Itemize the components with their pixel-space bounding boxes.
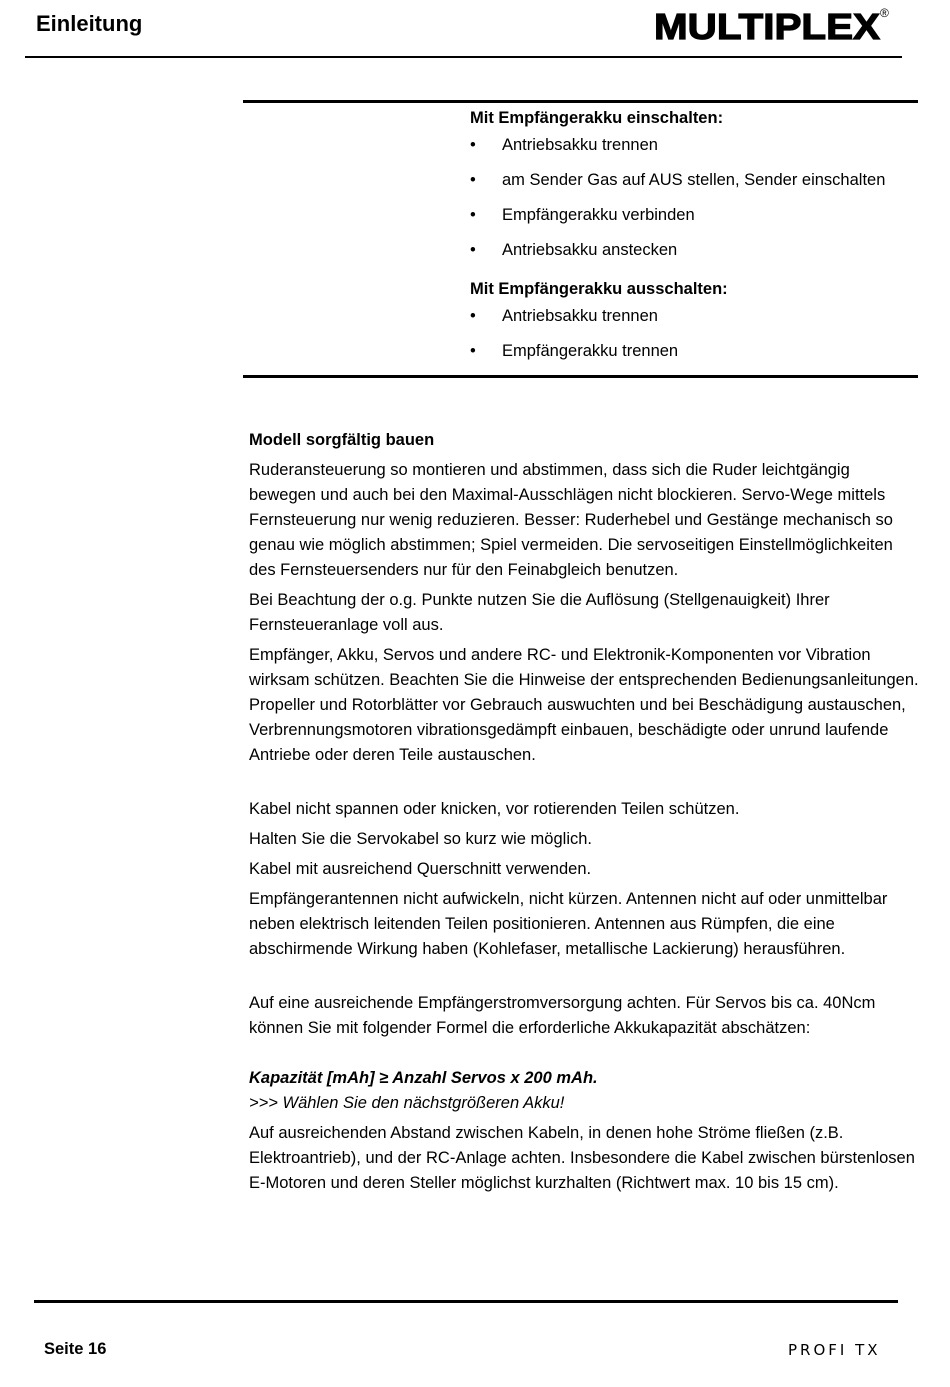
paragraph: Ruderansteuerung so montieren und abstimmen, dass sich die Ruder leichtgängig bewegen und auch bei den Maximal-Ausschlägen nicht blockieren. Servo-Wege mittels Fernsteuerung nur wenig reduzieren. Besser: Ruderhebel und Gestänge mechanisch so genau wie möglich abstimmen; Spiel vermeiden. Die servoseitigen Einstellmöglichkeiten des Fernsteuersenders nur für den Feinabgleich benutzen. — [249, 461, 893, 579]
page-number: Seite 16 — [44, 1340, 107, 1358]
list-item — [470, 170, 885, 190]
paragraph: Auf eine ausreichende Empfängerstromversorgung achten. Für Servos bis ca. 40Ncm können Sie mit folgender Formel die erforderliche Akkukapazität abschätzen: — [249, 994, 876, 1037]
product-name: PROFI TX — [788, 1341, 881, 1359]
bullet-icon: • — [470, 136, 476, 154]
list-item-label: Antriebsakku trennen — [502, 307, 658, 325]
paragraph: Halten Sie die Servokabel so kurz wie möglich. — [249, 830, 592, 848]
list-item-label: Empfängerakku trennen — [502, 342, 679, 360]
power-on-heading: Mit Empfängerakku einschalten: — [470, 109, 724, 127]
bullet-icon: • — [470, 206, 476, 224]
registered-mark: ® — [880, 6, 889, 20]
bullet-icon: • — [470, 307, 476, 325]
list-item-label: am Sender Gas auf AUS stellen, Sender einschalten — [502, 171, 886, 189]
paragraph: Bei Beachtung der o.g. Punkte nutzen Sie die Auflösung (Stellgenauigkeit) Ihrer Fernsteueranlage voll aus. — [249, 591, 830, 634]
logo-text: MULTIPLEX — [654, 6, 880, 46]
list-item — [470, 341, 678, 361]
paragraph: Kabel mit ausreichend Querschnitt verwenden. — [249, 860, 592, 878]
paragraph: Kabel nicht spannen oder knicken, vor rotierenden Teilen schützen. — [249, 800, 740, 818]
power-off-heading: Mit Empfängerakku ausschalten: — [470, 280, 728, 298]
bullet-icon: • — [470, 241, 476, 259]
paragraph: Empfängerantennen nicht aufwickeln, nicht kürzen. Antennen nicht auf oder unmittelbar neben elektrisch leitenden Teilen positionieren. Antennen aus Rümpfen, die eine abschirmende Wirkung haben (Kohlefaser, metallische Lackierung) herausführen. — [249, 890, 888, 958]
list-item-label: Antriebsakku trennen — [502, 136, 658, 154]
battery-advice: >>> Wählen Sie den nächstgrößeren Akku! — [249, 1094, 565, 1112]
header-divider — [25, 56, 902, 58]
list-item — [470, 205, 695, 225]
bullet-icon: • — [470, 342, 476, 360]
list-item — [470, 306, 658, 326]
multiplex-logo — [654, 6, 894, 46]
list-item-label: Antriebsakku anstecken — [502, 241, 678, 259]
paragraph: Empfänger, Akku, Servos und andere RC- und Elektronik-Komponenten vor Vibration wirksam schützen. Beachten Sie die Hinweise der entsprechenden Bedienungsanleitungen. Propeller und Rotorblätter vor Gebrauch auswuchten und bei Beschädigung austauschen, Verbrennungsmotoren vibrationsgedämpft einbauen, beschädigte oder unrund laufende Antriebe oder deren Teile austauschen. — [249, 646, 919, 764]
list-item — [470, 240, 677, 260]
list-item — [470, 135, 658, 155]
footer-divider — [34, 1300, 898, 1303]
bullet-icon: • — [470, 171, 476, 189]
box-bottom-divider — [243, 375, 918, 378]
section-heading: Modell sorgfältig bauen — [249, 431, 435, 449]
capacity-formula: Kapazität [mAh] ≥ Anzahl Servos x 200 mAh. — [249, 1069, 598, 1087]
paragraph: Auf ausreichenden Abstand zwischen Kabeln, in denen hohe Ströme fließen (z.B. Elektroantrieb), und der RC-Anlage achten. Insbesondere die Kabel zwischen bürstenlosen E-Motoren und deren Steller möglichst kurzhalten (Richtwert max. 10 bis 15 cm). — [249, 1124, 915, 1192]
list-item-label: Empfängerakku verbinden — [502, 206, 695, 224]
box-top-divider — [243, 100, 918, 103]
section-title: Einleitung — [36, 11, 143, 36]
